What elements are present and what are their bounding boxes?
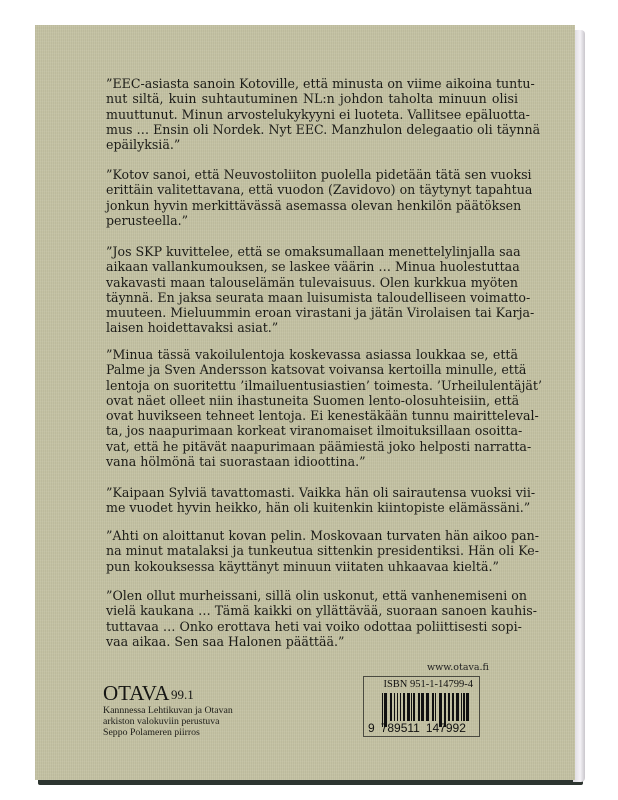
quote-line: na minut matalaksi ja tunkeutua sittenkin presidentiksi. Hän oli Ke- [106,543,539,559]
quote-line: ”Minua tässä vakoilulentoja koskevassa asiassa loukkaa se, että [106,347,518,362]
barcode-bar [426,693,429,721]
quote-line: epäilyksiä.” [106,137,181,153]
quote-line: laisen hoidettavaksi asiat.” [106,320,279,336]
quote-line: vakavasti maan talouselämän tulevaisuus. Olen kurkkua myöten [106,274,518,290]
quote-line: täynnä. En jaksa seurata maan luisumista taloudelliseen voimatto- [106,289,531,305]
quote-line: ”Kotov sanoi, että Neuvostoliiton puolella pidetään tätä sen vuoksi [106,167,532,182]
quote-paragraph [106,347,542,470]
quote-paragraph [106,528,539,574]
quote-line: pun kokouksessa käyttänyt minuun viitaten uhkaavaa kieltä.” [106,558,499,574]
cover-credits [103,705,233,738]
publisher-code: 99.1 [171,687,194,702]
quote-line: jonkun hyvin merkittävässä asemassa olevan henkilön päätöksen [106,197,522,213]
quote-line: perusteella.” [106,212,189,228]
credits-line: Kannnessa Lehtikuvan ja Otavan [103,705,233,716]
ean-part: 789511 [380,721,420,735]
quote-line: vielä kaukana … Tämä kaikki on yllättävää, suoraan sanoen kauhis- [106,603,537,619]
barcode-bar [463,693,465,721]
quote-line: muuteen. Mieluummin eroan virastani ja jätän Virolaisen tai Karja- [106,305,535,321]
barcode-bar [413,693,415,721]
barcode-bar [448,693,450,721]
quote-line: nut siltä, kuin suhtautuminen NL:n johdon taholta minuun olisi [106,91,518,107]
credits-line: Seppo Polameren piirros [103,727,200,738]
quote-paragraph [106,485,536,516]
quote-line: ovat huvikseen tehneet lentoja. Ei kenestäkään tunnu mairitteleval- [106,408,539,424]
barcode-bar [400,693,401,721]
quote-line: Palme ja Sven Andersson katsovat voivansa kertoilla minulle, että [106,362,527,378]
quote-line: ”Ahti on aloittanut kovan pelin. Moskovaan turvaten hän aikoo pan- [106,528,539,543]
quote-paragraph [106,244,535,336]
ean-digits [368,721,474,735]
barcode-bar [418,693,420,721]
barcode-bar [435,693,436,721]
barcode-bar [461,693,462,721]
credits-line: arkiston valokuviin perustuva [103,716,220,727]
quote-line: tuttavaa … Onko erottava heti vai voiko odottaa poliittisesti sopi- [106,618,522,634]
barcode [382,693,472,721]
quote-line: aikaan vallankumouksen, se laskee väärin … Minua huolestuttaa [106,259,520,275]
publisher-logo: OTAVA [103,681,170,705]
ean-part: 147992 [425,721,466,735]
quote-line: mus … Ensin oli Nordek. Nyt EEC. Manzhulon delegaatio oli täynnä [106,121,541,137]
quote-line: ”Kaipaan Sylviä tavattomasti. Vaikka hän oli sairautensa vuoksi vii- [106,485,536,500]
book-back-cover [35,25,575,780]
barcode-bar [421,693,424,721]
quote-line: ta, jos naapurimaan korkeat viranomaiset ilmoituksillaan osoitta- [106,423,523,439]
quote-line: erittäin valitettavana, että vuodon (Zavidovo) on täytynyt tapahtua [106,182,533,198]
quote-line: lentoja on suoritettu ’ilmailuentusiastien’ toimesta. ’Urheilulentäjät’ [106,377,542,393]
barcode-bar [411,693,412,721]
barcode-bar [407,693,410,721]
quote-paragraph [106,76,541,153]
isbn-barcode-box [363,676,480,737]
quote-line: ”EEC-asiasta sanoin Kotoville, että minusta on viime aikoina tuntu- [106,76,535,91]
quote-line: muuttunut. Minun arvostelukykyyni ei luoteta. Vallitsee epäluotta- [106,106,530,122]
isbn-label: ISBN 951-1-14799-4 [383,679,473,690]
barcode-bar [390,693,392,721]
barcode-bar [394,693,395,721]
barcode-bar [432,693,434,721]
barcode-bar [403,693,405,721]
ean-part: 9 [368,721,375,735]
quote-line: vat, että he pitävät naapurimaan päämiestä joko helposti narratta- [106,438,532,454]
quote-paragraph [106,588,537,649]
quote-line: vana hölmönä tai suorastaan idioottina.” [106,454,366,470]
quote-line: ovat näet olleet niin ihastuneita Suomen lento-olosuhteisiin, että [106,392,520,408]
publisher-url: www.otava.fi [427,662,489,673]
barcode-bar [397,693,398,721]
quote-line: ”Olen ollut murheissani, sillä olin uskonut, että vanhenemiseni on [106,588,527,603]
quote-line: vaa aikaa. Sen saa Halonen päättää.” [106,633,345,649]
quote-line: ”Jos SKP kuvittelee, että se omaksumallaan menettelylinjalla saa [106,244,521,259]
barcode-bar [452,693,454,721]
barcode-bar [456,693,459,721]
quote-line: me vuodet hyvin heikko, hän oli kuitenkin kiintopiste elämässäni.” [106,500,531,516]
quote-paragraph [106,167,533,228]
barcode-bar [466,693,469,721]
